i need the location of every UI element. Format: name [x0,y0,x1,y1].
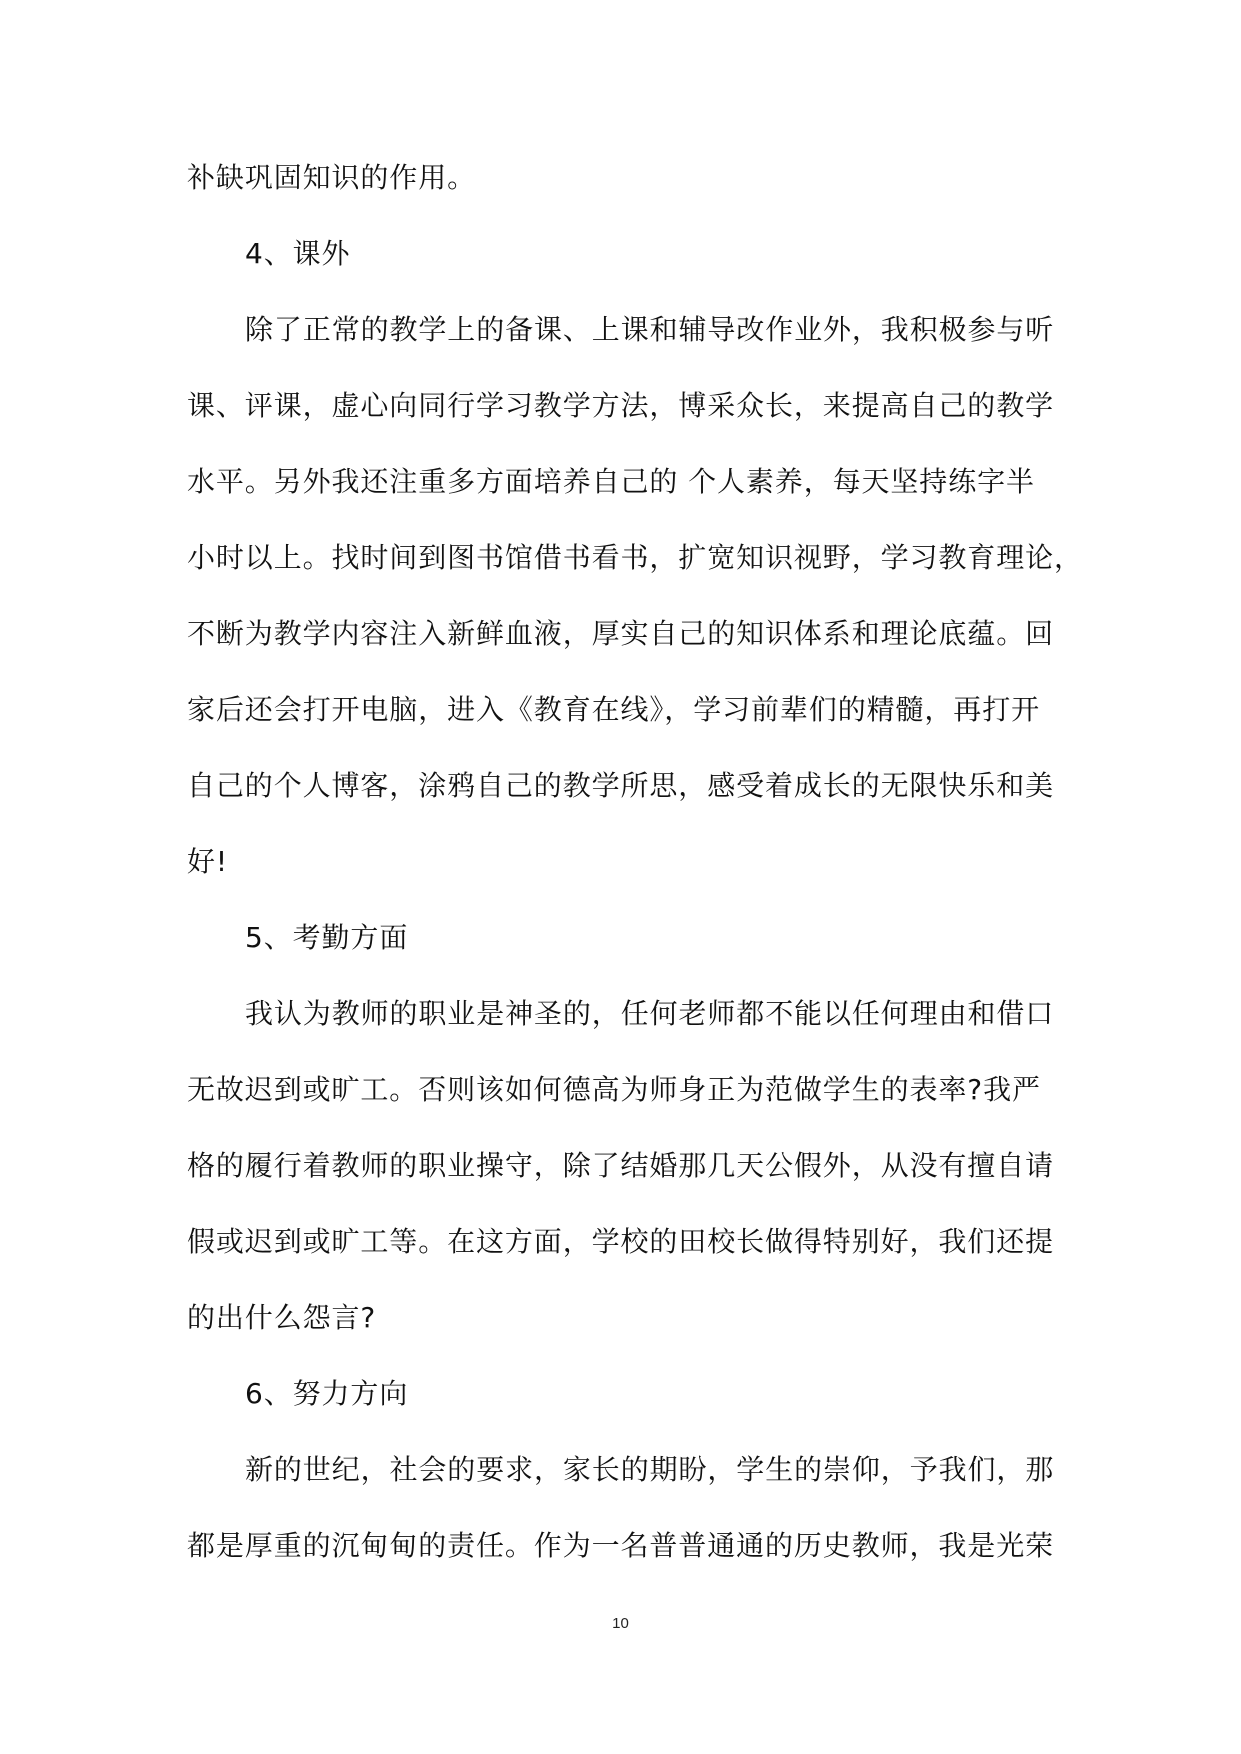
text-line: 无故迟到或旷工。否则该如何德高为师身正为范做学生的表率?我严 [187,1073,1041,1106]
section-heading: 4、课外 [245,237,351,270]
text-line: 家后还会打开电脑，进入《教育在线》，学习前辈们的精髓，再打开 [187,693,1041,726]
body-text [187,140,1083,1584]
text-line: 格的履行着教师的职业操守，除了结婚那几天公假外，从没有擅自请 [187,1149,1055,1182]
text-line: 新的世纪，社会的要求，家长的期盼，学生的崇仰，予我们，那 [245,1453,1055,1486]
text-line: 不断为教学内容注入新鲜血液，厚实自己的知识体系和理论底蕴。回 [187,617,1055,650]
text-line: 除了正常的教学上的备课、上课和辅导改作业外，我积极参与听 [245,313,1055,346]
text-line: 好! [187,845,229,878]
text-line: 的出什么怨言? [187,1301,377,1334]
text-line: 假或迟到或旷工等。在这方面，学校的田校长做得特别好，我们还提 [187,1225,1055,1258]
text-line: 自己的个人博客，涂鸦自己的教学所思，感受着成长的无限快乐和美 [187,769,1055,802]
text-line: 补缺巩固知识的作用。 [187,161,477,194]
text-line: 都是厚重的沉甸甸的责任。作为一名普普通通的历史教师，我是光荣 [187,1529,1055,1562]
text-line: 小时以上。找时间到图书馆借书看书，扩宽知识视野，学习教育理论， [187,541,1083,574]
page-number: 10 [612,1615,629,1632]
text-line: 课、评课，虚心向同行学习教学方法，博采众长，来提高自己的教学 [187,389,1055,422]
text-line: 水平。另外我还注重多方面培养自己的 个人素养，每天坚持练字半 [187,465,1035,498]
section-heading: 5、考勤方面 [245,921,409,954]
section-heading: 6、努力方向 [245,1377,409,1410]
text-line: 我认为教师的职业是神圣的，任何老师都不能以任何理由和借口 [245,997,1055,1030]
